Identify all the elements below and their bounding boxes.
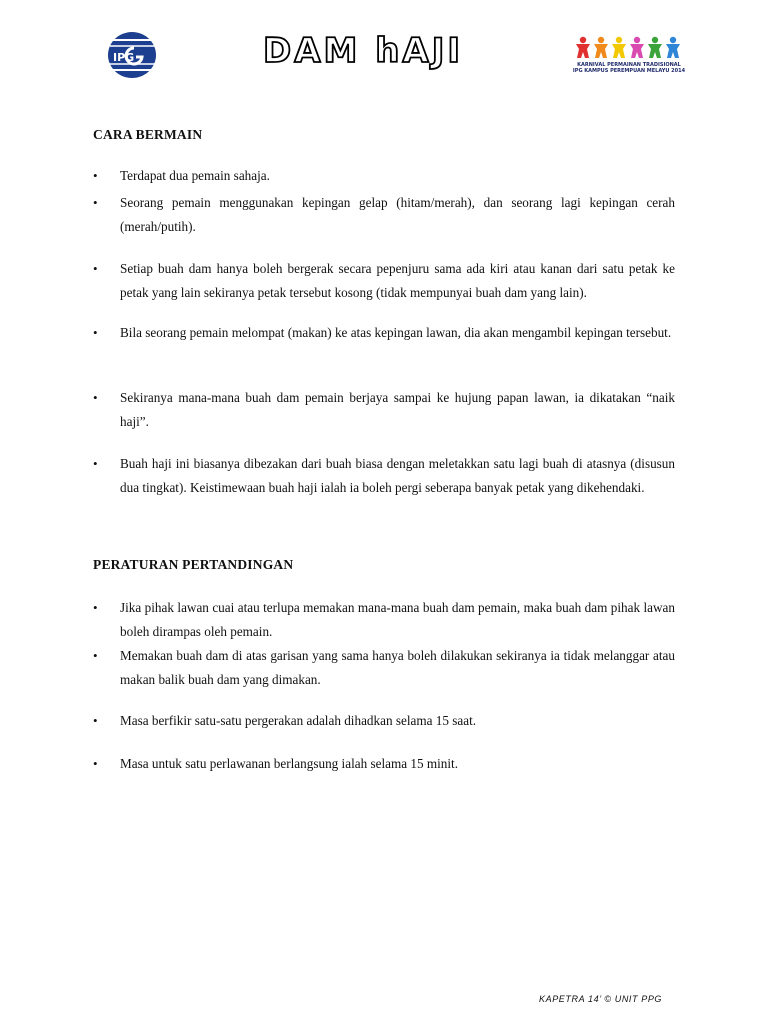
list-item [93,386,675,434]
list-item-text: Buah haji ini biasanya dibezakan dari buah biasa dengan meletakkan satu lagi buah di atasnya (disusun dua tingkat). Keistimewaan buah haji ialah ia boleh pergi seberapa banyak petak yang dikehendaki. [120,456,675,495]
list-item-text: Masa berfikir satu-satu pergerakan adalah dihadkan selama 15 saat. [120,713,477,728]
list-item [93,257,675,305]
list-item-text: Sekiranya mana-mana buah dam pemain berjaya sampai ke hujung papan lawan, ia dikatakan “naik haji”. [120,390,675,429]
list-item [93,321,675,345]
carnival-caption-line2: IPG KAMPUS PEREMPUAN MELAYU 2014 [572,68,686,74]
list-item [93,596,675,644]
list-item [93,164,675,188]
bullet-icon: • [93,261,98,276]
list-item [93,644,675,692]
bullet-icon: • [93,713,98,728]
list-item-text: Memakan buah dam di atas garisan yang sama hanya boleh dilakukan sekiranya ia tidak melanggar atau makan balik buah dam yang dimakan. [120,648,675,687]
list-item-text: Bila seorang pemain melompat (makan) ke atas kepingan lawan, dia akan mengambil kepingan tersebut. [120,325,672,340]
list-item-text: Setiap buah dam hanya boleh bergerak secara pepenjuru sama ada kiri atau kanan dari satu petak ke petak yang lain sekiranya petak tersebut kosong (tidak mempunyai buah dam yang lain). [120,261,675,300]
document-header [0,0,768,110]
section-title-cara-bermain: CARA BERMAIN [93,127,203,142]
bullet-icon: • [93,390,98,405]
list-item [93,452,675,500]
bullet-icon: • [93,648,98,663]
list-item-text: Jika pihak lawan cuai atau terlupa memakan mana-mana buah dam pemain, maka buah dam pihak lawan boleh dirampas oleh pemain. [120,600,675,639]
ipg-logo-icon [104,30,158,80]
carnival-people-icon [574,36,684,60]
list-item-text: Masa untuk satu perlawanan berlangsung ialah selama 15 minit. [120,756,459,771]
bullet-icon: • [93,456,98,471]
list-item [93,709,675,733]
list-item-text: Terdapat dua pemain sahaja. [120,168,270,183]
list-item [93,191,675,239]
bullet-icon: • [93,195,98,210]
bullet-icon: • [93,756,98,771]
ipg-logo-text: IPG [113,51,135,64]
carnival-logo [572,36,686,78]
page-footer: KAPETRA 14’ © UNIT PPG [539,994,663,1004]
carnival-caption-line1: KARNIVAL PERMAINAN TRADISIONAL [577,62,681,68]
bullet-icon: • [93,600,98,615]
bullet-icon: • [93,168,98,183]
list-item-text: Seorang pemain menggunakan kepingan gelap (hitam/merah), dan seorang lagi kepingan cerah (merah/putih). [120,195,675,234]
bullet-icon: • [93,325,98,340]
list-item [93,752,675,776]
page-title: DAM hAJI [262,31,464,71]
section-title-peraturan-pertandingan: PERATURAN PERTANDINGAN [93,557,294,572]
